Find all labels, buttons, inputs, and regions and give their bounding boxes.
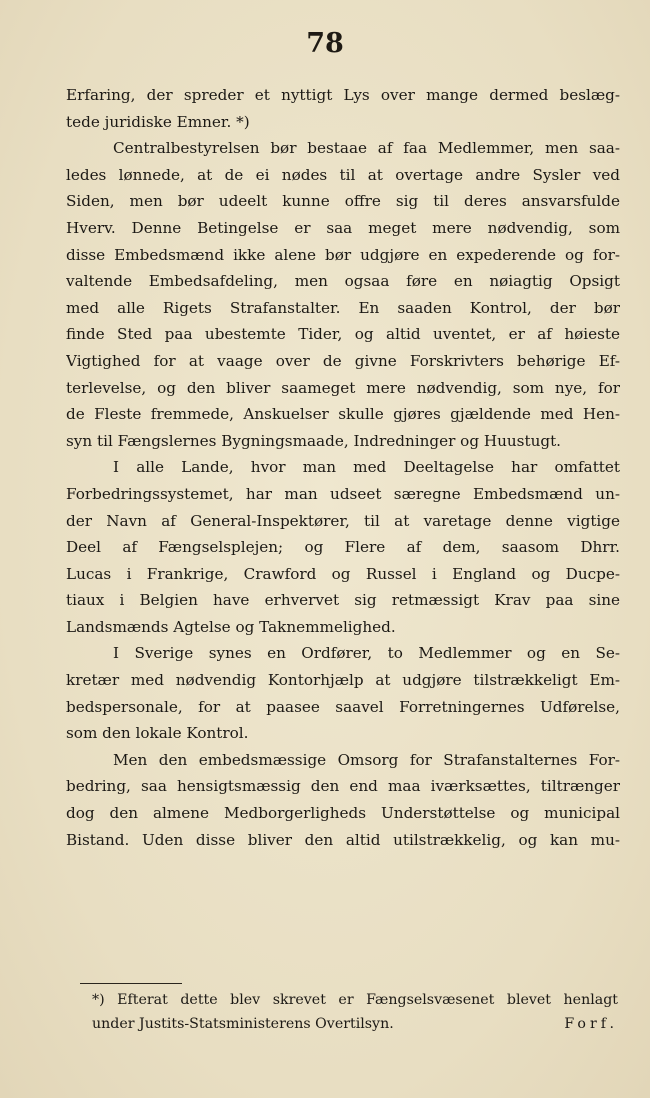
footnote [92, 988, 618, 1036]
text-line: der Navn af General-Inspektører, til at varetage denne vigtige [66, 511, 620, 530]
text-line: Siden, men bør udeelt kunne offre sig til deres ansvarsfulde [66, 192, 620, 211]
text-line: tiaux i Belgien have erhvervet sig retmæssigt Krav paa sine [66, 591, 620, 610]
text-line: Vigtighed for at vaage over de givne Forskrivters behørige Ef- [66, 351, 620, 370]
text-line: Landsmænds Agtelse og Taknemmelighed. [66, 617, 396, 636]
text-line: dog den almene Medborgerligheds Understøttelse og municipal [66, 804, 620, 823]
text-line: Centralbestyrelsen bør bestaae af faa Medlemmer, men saa- [113, 139, 620, 158]
text-line: valtende Embedsafdeling, men ogsaa føre en nøiagtig Opsigt [66, 272, 620, 291]
text-line: Deel af Fængselsplejen; og Flere af dem, saasom Dhrr. [66, 538, 620, 557]
text-line: disse Embedsmænd ikke alene bør udgjøre en expederende og for- [66, 245, 620, 264]
text-line: som den lokale Kontrol. [66, 724, 249, 743]
footnote-line: *) Efterat dette blev skrevet er Fængselsvæsenet blevet henlagt [92, 992, 618, 1008]
text-line: Bistand. Uden disse bliver den altid utilstrækkelig, og kan mu- [66, 830, 620, 849]
text-line: Forbedringssystemet, har man udseet særegne Embedsmænd un- [66, 484, 620, 503]
text-line: Hverv. Denne Betingelse er saa meget mere nødvendig, som [66, 218, 620, 237]
body-text [66, 82, 620, 853]
text-line: Men den embedsmæssige Omsorg for Strafanstalternes For- [113, 750, 620, 769]
text-line: tede juridiske Emner. *) [66, 112, 250, 131]
footnote-rule [80, 983, 182, 984]
text-line: de Fleste fremmede, Anskuelser skulle gjøres gjældende med Hen- [66, 405, 620, 424]
text-line: Erfaring, der spreder et nyttigt Lys over mange dermed beslæg- [66, 86, 620, 104]
text-line: med alle Rigets Strafanstalter. En saaden Kontrol, der bør [66, 298, 620, 317]
page-number: 78 [306, 28, 344, 59]
text-line: I Sverige synes en Ordfører, to Medlemmer og en Se- [113, 644, 620, 663]
footnote-last-row [92, 1012, 618, 1036]
text-line: syn til Fængslernes Bygningsmaade, Indredninger og Huustugt. [66, 431, 562, 450]
text-line: Lucas i Frankrige, Crawford og Russel i England og Ducpe- [66, 564, 620, 583]
footnote-line: under Justits-Statsministerens Overtilsyn. [92, 1016, 394, 1032]
text-line: kretær med nødvendig Kontorhjælp at udgjøre tilstrækkeligt Em- [66, 671, 620, 690]
text-line: terlevelse, og den bliver saameget mere nødvendig, som nye, for [66, 378, 620, 397]
text-line: I alle Lande, hvor man med Deeltagelse har omfattet [113, 458, 620, 477]
text-line: ledes lønnede, at de ei nødes til at overtage andre Sysler ved [66, 165, 620, 184]
text-line: bedring, saa hensigtsmæssig den end maa iværksættes, tiltrænger [66, 777, 620, 796]
text-line: finde Sted paa ubestemte Tider, og altid uventet, er af høieste [66, 325, 620, 344]
text-line: bedspersonale, for at paasee saavel Forretningernes Udførelse, [66, 697, 620, 716]
footnote-signature: Forf. [564, 1016, 618, 1032]
